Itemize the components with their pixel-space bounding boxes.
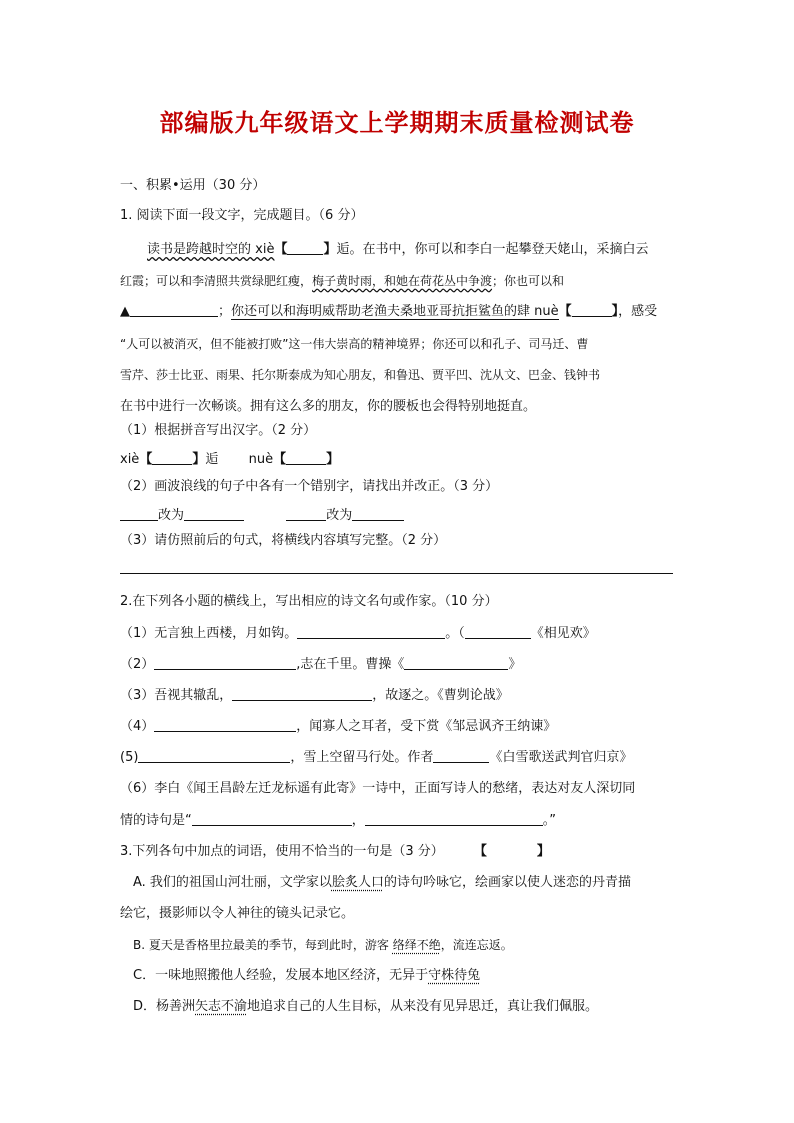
- question-2-stem: 2.在下列各小题的横线上，写出相应的诗文名句或作家。（10 分）: [120, 594, 498, 609]
- passage-line-3: [120, 303, 657, 320]
- poem-text: 《白雪歌送武判官归京》: [489, 750, 633, 765]
- passage-text: ；: [218, 304, 232, 319]
- option-text: D．杨善洲: [133, 999, 196, 1014]
- answer-blank[interactable]: [152, 451, 192, 465]
- poem-text: (5): [120, 750, 139, 765]
- poem-line-2: [120, 656, 521, 673]
- option-text: C．一味地照搬他人经验，发展本地区经济，无异于: [133, 968, 429, 983]
- change-to-label: 改为: [326, 508, 353, 523]
- poem-text: 。”: [542, 813, 557, 828]
- answer-blank[interactable]: [365, 812, 543, 826]
- poem-line-5: [120, 749, 632, 766]
- passage-line-4: “人可以被消灭，但不能被打败”这一伟大崇高的精神境界；你还可以和孔子、司马迁、曹: [120, 337, 589, 351]
- option-text: 地追求自己的人生目标，从来没有见异思迁，真让我们佩服。: [247, 999, 599, 1014]
- passage-text: ，感受: [618, 304, 658, 319]
- poem-text: ，闻寡人之耳者，受下赏《邹忌讽齐王纳谏》: [296, 719, 557, 734]
- subquestion-1: （1）根据拼音写出汉字。（2 分）: [120, 423, 317, 438]
- answer-blank[interactable]: [572, 303, 612, 317]
- dotted-phrase: 脍炙人口: [331, 875, 384, 890]
- poem-text: 》: [508, 657, 522, 672]
- triangle-marker: ▲: [120, 304, 130, 319]
- answer-blank[interactable]: [433, 749, 489, 763]
- answer-blank[interactable]: [184, 507, 244, 521]
- option-text: ，流连忘返。: [440, 938, 513, 952]
- answer-blank[interactable]: [120, 507, 158, 521]
- section-heading: 一、积累•运用（30 分）: [120, 178, 266, 193]
- option-a-line-2: 绘它，摄影师以令人神往的镜头记录它。: [120, 906, 355, 921]
- poem-text: （2）: [120, 657, 155, 672]
- poem-text: （1）无言独上西楼，月如钩。: [120, 626, 298, 641]
- answer-blank[interactable]: [297, 625, 445, 639]
- answer-blank[interactable]: [192, 812, 352, 826]
- question-3-stem-line: [120, 844, 550, 860]
- poem-text: ，: [351, 813, 365, 828]
- answer-blank[interactable]: [286, 507, 326, 521]
- passage-text: 红霞；可以和李清照共赏绿肥红瘦，: [120, 274, 313, 288]
- poem-line-7: [120, 812, 556, 829]
- answer-blank[interactable]: [465, 625, 531, 639]
- passage-text: 逅。在书中，你可以和李白一起攀登天姥山，采摘白云: [336, 242, 649, 257]
- option-a-line-1: [133, 875, 631, 891]
- bracket-right: 】: [323, 242, 337, 257]
- passage-text: 你还可以和海明威帮助老渔夫桑地亚哥抗拒鲨鱼的肆 nuè: [231, 304, 559, 319]
- bracket-left: 【: [558, 304, 572, 319]
- bracket-left: 【: [139, 452, 153, 467]
- answer-blank[interactable]: [154, 718, 296, 732]
- bracket-right: 】: [611, 304, 619, 319]
- poem-text: ,志在千里。曹操《: [296, 657, 405, 672]
- pinyin-answer-line: [120, 451, 339, 468]
- answer-blank[interactable]: [232, 687, 372, 701]
- question-3-stem: 3.下列各句中加点的词语，使用不恰当的一句是（3 分）: [120, 844, 444, 859]
- passage-line-5: 雪芹、莎士比亚、雨果、托尔斯泰成为知心朋友，和鲁迅、贾平凹、沈从文、巴金、钱钟书: [120, 368, 601, 382]
- page-title: 部编版九年级语文上学期期末质量检测试卷: [159, 108, 635, 137]
- pinyin-nue: nuè: [248, 452, 274, 467]
- dotted-phrase: 矢志不渝: [195, 999, 248, 1014]
- answer-blank[interactable]: [352, 507, 404, 521]
- poem-text: 《相见欢》: [530, 626, 596, 641]
- subquestion-3: （3）请仿照前后的句式，将横线内容填写完整。（2 分）: [120, 533, 447, 548]
- option-text: 的诗句吟咏它，绘画家以使人迷恋的丹青描: [383, 875, 631, 890]
- change-to-label: 改为: [158, 508, 185, 523]
- poem-text: ，故逐之。《曹刿论战》: [372, 688, 509, 703]
- subquestion-2: （2）画波浪线的句子中各有一个错别字，请找出并改正。（3 分）: [120, 479, 499, 494]
- poem-text: （3）吾视其辙乱，: [120, 688, 233, 703]
- bracket-left: 【: [274, 242, 288, 257]
- poem-text: （4）: [120, 719, 155, 734]
- answer-blank[interactable]: [287, 241, 323, 255]
- correction-line: [120, 507, 404, 524]
- option-text: B. 夏天是香格里拉最美的季节，每到此时，游客: [133, 938, 393, 952]
- answer-blank[interactable]: [404, 656, 508, 670]
- answer-blank[interactable]: [138, 749, 290, 763]
- answer-blank[interactable]: [130, 303, 218, 317]
- poem-line-3: [120, 687, 509, 704]
- poem-text: ，雪上空留马行处。作者: [290, 750, 434, 765]
- option-text: A. 我们的祖国山河壮丽，文学家以: [133, 875, 332, 890]
- bracket-right: 】: [536, 844, 550, 859]
- passage-line-1: [147, 241, 648, 258]
- question-1-stem: 1. 阅读下面一段文字，完成题目。（6 分）: [120, 208, 364, 223]
- pinyin-xie: xiè: [120, 452, 140, 467]
- wavy-sentence-2: 梅子黄时雨，和她在荷花丛中争渡: [312, 274, 493, 288]
- option-d: [133, 999, 598, 1015]
- option-b: [133, 937, 513, 953]
- bracket-left: 【: [273, 452, 287, 467]
- bracket-right: 】: [192, 452, 206, 467]
- passage-line-2: [120, 273, 564, 289]
- char-yan: 逅: [205, 452, 219, 467]
- dotted-phrase: 络绎不绝: [392, 938, 441, 952]
- bracket-left: 【: [473, 844, 487, 859]
- wavy-sentence-1: 读书是跨越时空的 xiè: [147, 242, 275, 257]
- dotted-phrase: 守株待兔: [428, 968, 481, 983]
- answer-line[interactable]: [120, 573, 673, 574]
- answer-blank[interactable]: [154, 656, 296, 670]
- poem-text: 。（: [445, 626, 465, 641]
- poem-line-1: [120, 625, 596, 642]
- poem-text: 情的诗句是“: [120, 813, 192, 828]
- poem-line-6: （6）李白《闻王昌龄左迁龙标遥有此寄》一诗中，正面写诗人的愁绪，表达对友人深切同: [120, 781, 636, 796]
- option-c: [133, 968, 480, 984]
- bracket-right: 】: [326, 452, 340, 467]
- poem-line-4: [120, 718, 556, 735]
- passage-line-6: 在书中进行一次畅谈。拥有这么多的朋友，你的腰板也会得特别地挺直。: [120, 399, 537, 414]
- answer-blank[interactable]: [286, 451, 326, 465]
- passage-text: ；你也可以和: [492, 274, 565, 288]
